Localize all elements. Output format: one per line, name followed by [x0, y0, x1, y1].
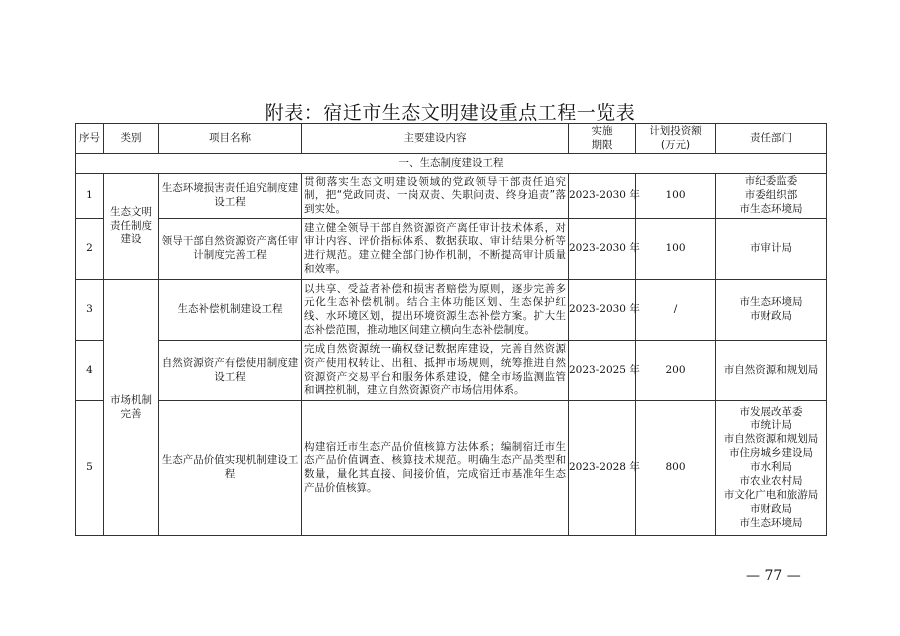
- table-row: [76, 341, 827, 401]
- document-title: 附表：宿迁市生态文明建设重点工程一览表: [264, 102, 636, 124]
- row-departments: [716, 219, 827, 280]
- row-period: 2023-2030 年: [569, 280, 636, 341]
- header-category: 类别: [104, 124, 159, 154]
- department-item: 市自然资源和规划局: [723, 433, 819, 446]
- row-period: 2023-2030 年: [569, 174, 636, 219]
- row-departments: [716, 341, 827, 401]
- header-investment: [636, 124, 716, 154]
- department-item: 市生态环境局: [739, 202, 803, 215]
- header-investment-line2: (万元): [660, 138, 691, 151]
- row-content: 完成自然资源统一确权登记数据库建设，完善自然资源资产使用权转让、出租、抵押市场规则，统筹推进自然资源资产交易平台和服务体系建设，健全市场监测监管和调控机制，建立自然资源资产市场信用体系。: [302, 341, 569, 401]
- department-item: 市财政局: [750, 502, 792, 515]
- table-row: [76, 219, 827, 280]
- row-content: 建立健全领导干部自然资源资产离任审计技术体系，对审计内容、评价指标体系、数据获取、审计结果分析等进行规范。建立健全部门协作机制，不断提高审计质量和效率。: [302, 219, 569, 280]
- department-item: 市生态环境局: [739, 516, 803, 529]
- header-content: 主要建设内容: [302, 124, 569, 154]
- department-item: 市纪委监委: [744, 175, 798, 188]
- category-line: 责任制度: [110, 219, 152, 232]
- row-period: 2023-2025 年: [569, 341, 636, 401]
- row-name: 自然资源资产有偿使用制度建设工程: [159, 341, 302, 401]
- section-title: 一、生态制度建设工程: [76, 154, 827, 174]
- header-period-line1: 实施: [591, 124, 613, 137]
- row-name: 生态补偿机制建设工程: [159, 280, 302, 341]
- row-investment: 100: [636, 174, 716, 219]
- category-line: 完善: [120, 407, 142, 420]
- header-seq: 序号: [76, 124, 104, 154]
- row-period: 2023-2028 年: [569, 401, 636, 536]
- table-header-row: [76, 124, 827, 154]
- page-number: — 77 —: [746, 568, 801, 584]
- department-item: 市自然资源和规划局: [723, 363, 819, 376]
- table-row: [76, 280, 827, 341]
- row-investment: 200: [636, 341, 716, 401]
- row-investment: 800: [636, 401, 716, 536]
- department-item: 市审计局: [750, 242, 792, 255]
- header-investment-line1: 计划投资额: [649, 124, 702, 137]
- row-name: 领导干部自然资源资产离任审计制度完善工程: [159, 219, 302, 280]
- row-investment: /: [636, 280, 716, 341]
- category-line: 生态文明: [110, 206, 152, 219]
- category-line: 建设: [120, 233, 142, 246]
- header-name: 项目名称: [159, 124, 302, 154]
- department-item: 市住房城乡建设局: [729, 447, 813, 460]
- section-row: [76, 154, 827, 174]
- projects-table: [75, 123, 827, 536]
- row-content: 贯彻落实生态文明建设领域的党政领导干部责任追究制，把“党政同责、一岗双责、失职问责、终身追责”落到实处。: [302, 174, 569, 219]
- row-content: 以共享、受益者补偿和损害者赔偿为原则，逐步完善多元化生态补偿机制。结合主体功能区划、生态保护红线、水环境区划，提出环境资源生态补偿方案。扩大生态补偿范围，推动地区间建立横向生态补偿制度。: [302, 280, 569, 341]
- row-seq: 3: [76, 280, 104, 341]
- row-content: 构建宿迁市生态产品价值核算方法体系；编制宿迁市生态产品价值调查、核算技术规范。明确生态产品类型和数量，量化其直接、间接价值，完成宿迁市基准年生态产品价值核算。: [302, 401, 569, 536]
- row-period: 2023-2030 年: [569, 219, 636, 280]
- row-seq: 1: [76, 174, 104, 219]
- row-seq: 4: [76, 341, 104, 401]
- table-row: [76, 401, 827, 536]
- row-name: 生态环境损害责任追究制度建设工程: [159, 174, 302, 219]
- row-name: 生态产品价值实现机制建设工程: [159, 401, 302, 536]
- row-departments: [716, 401, 827, 536]
- department-item: 市水利局: [750, 461, 792, 474]
- department-item: 市委组织部: [744, 189, 798, 202]
- header-department: 责任部门: [716, 124, 827, 154]
- row-investment: 100: [636, 219, 716, 280]
- row-seq: 5: [76, 401, 104, 536]
- department-item: 市统计局: [750, 419, 792, 432]
- header-period-line2: 期限: [591, 138, 613, 151]
- department-item: 市财政局: [750, 310, 792, 322]
- table-row: [76, 174, 827, 219]
- category-cell: [104, 280, 159, 536]
- category-cell: [104, 174, 159, 280]
- row-departments: [716, 280, 827, 341]
- row-seq: 2: [76, 219, 104, 280]
- header-period: [569, 124, 636, 154]
- department-item: 市农业农村局: [739, 474, 803, 487]
- row-departments: [716, 174, 827, 219]
- department-item: 市生态环境局: [739, 296, 803, 309]
- category-line: 市场机制: [110, 393, 152, 406]
- department-item: 市发展改革委: [739, 405, 803, 418]
- department-item: 市文化广电和旅游局: [723, 488, 819, 501]
